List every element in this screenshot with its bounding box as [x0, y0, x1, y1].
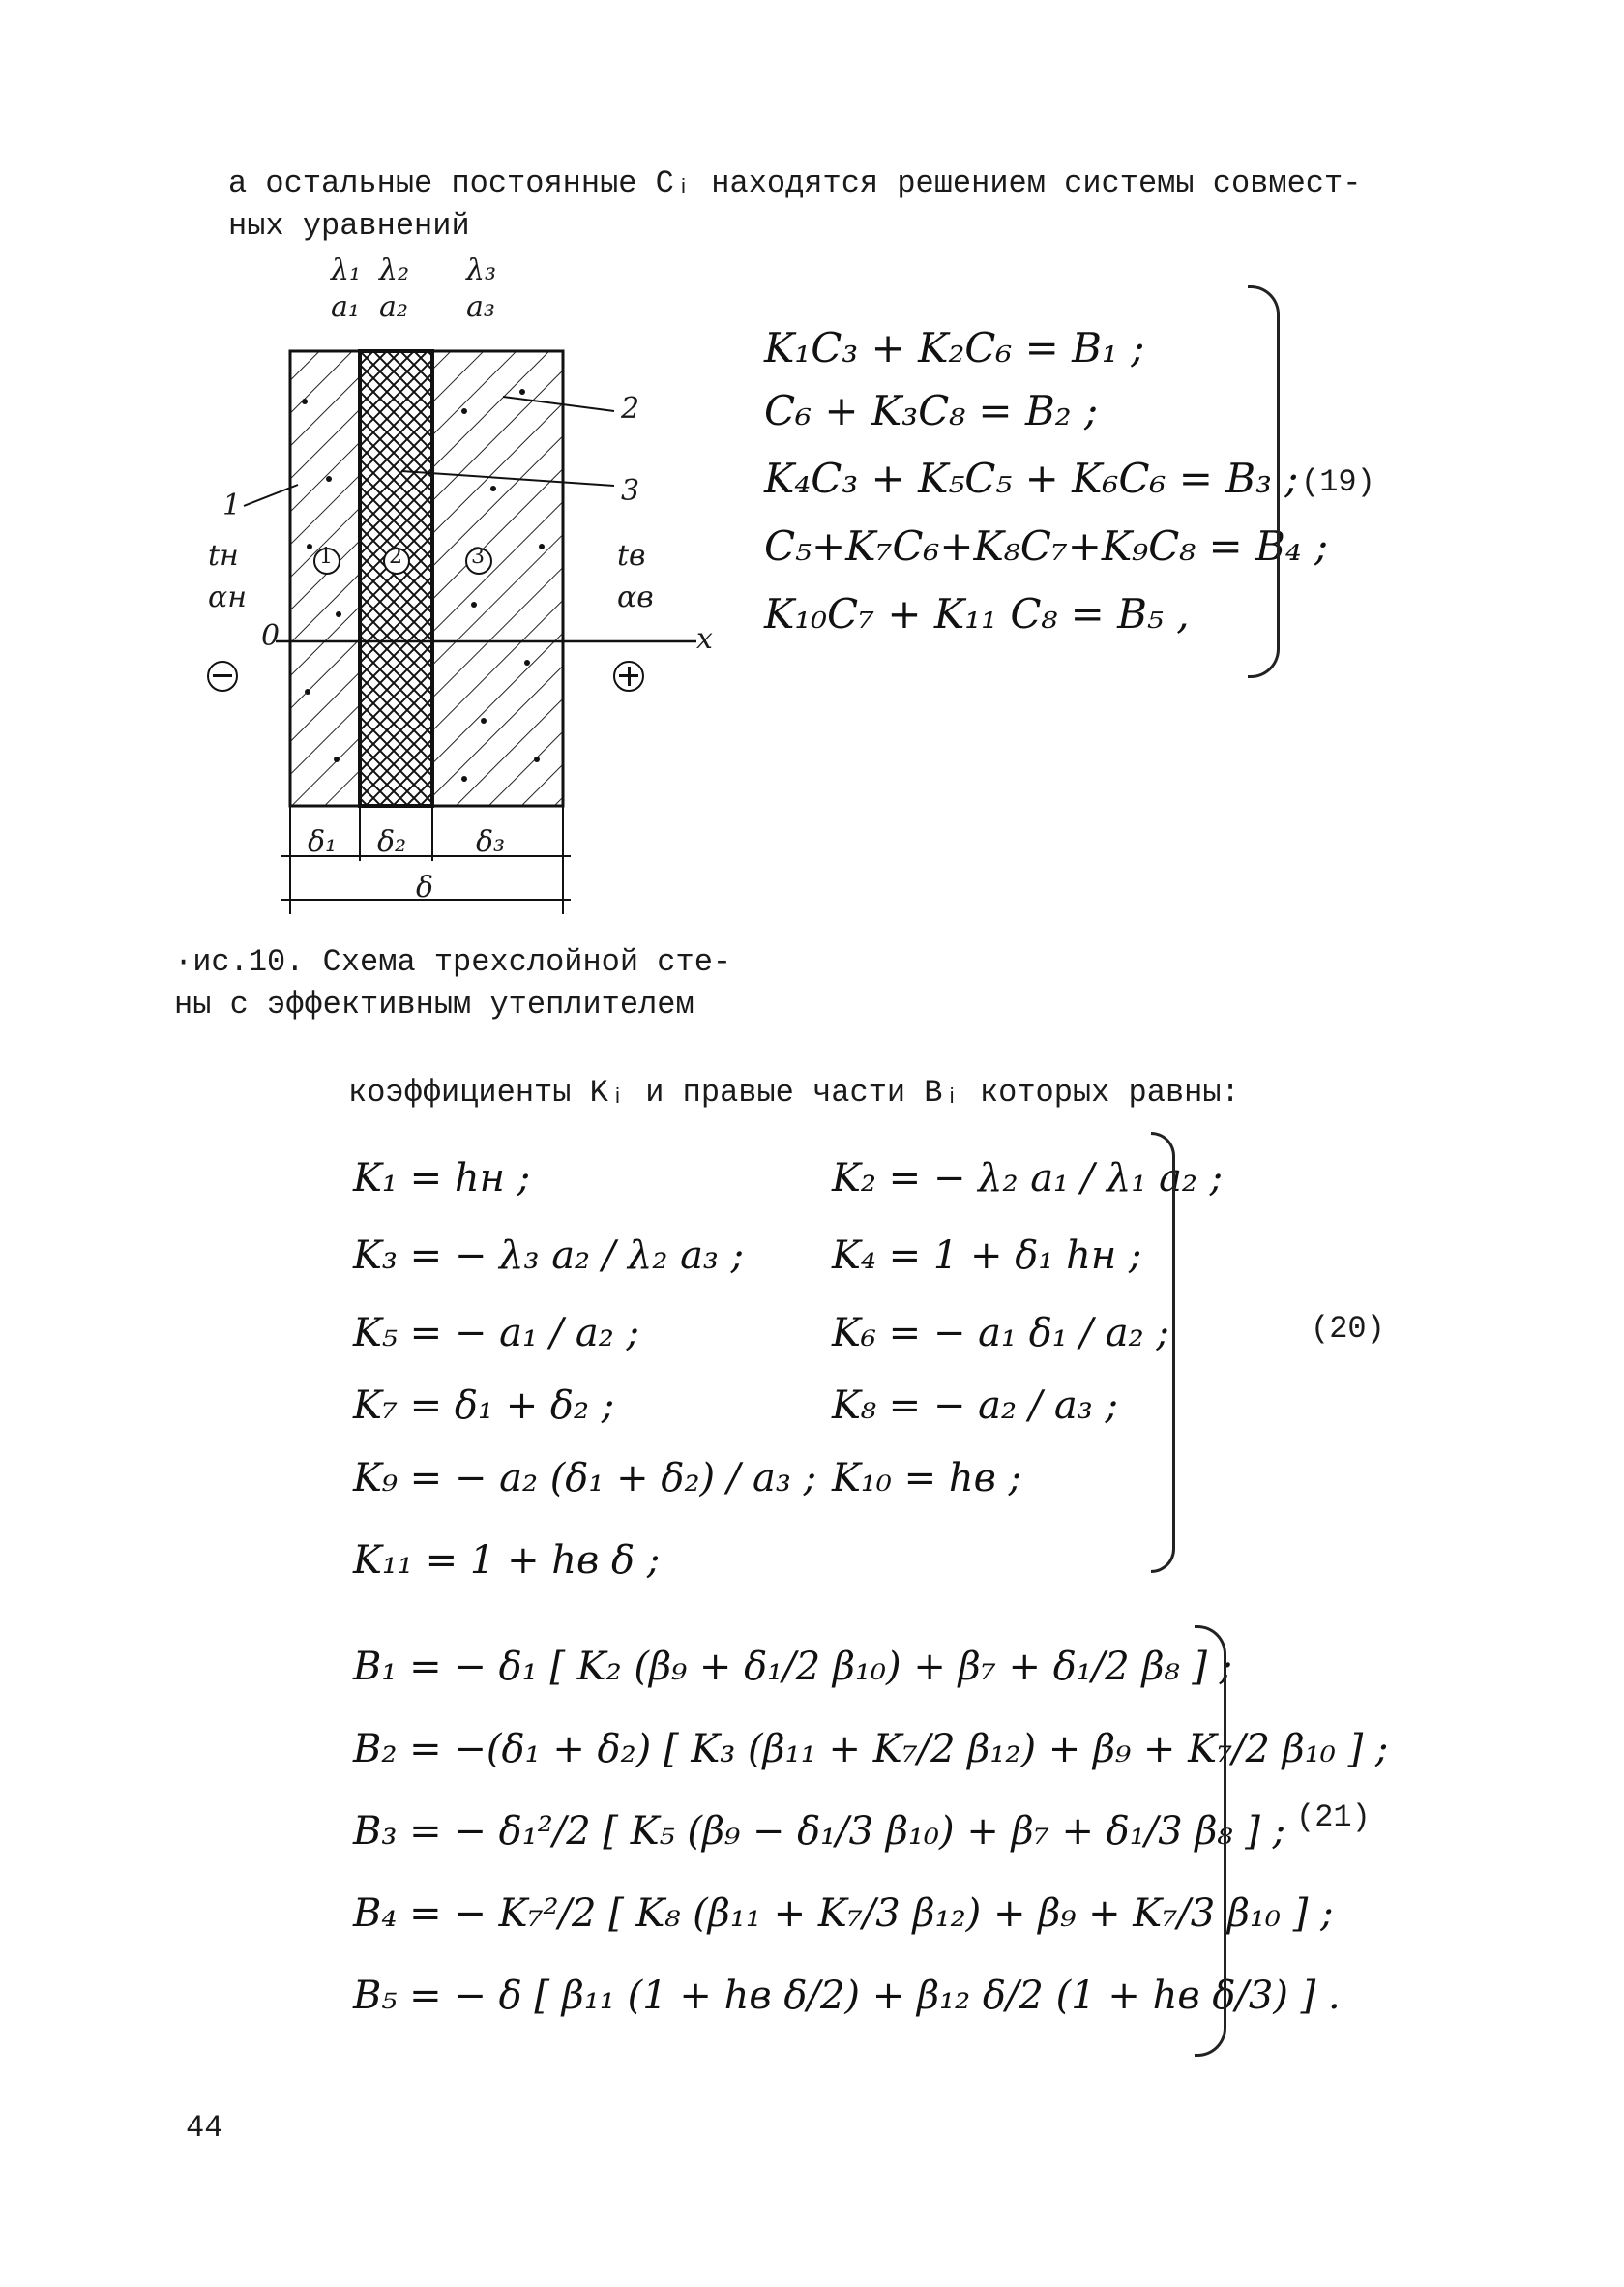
- eq20-k1: K₁ = hн ;: [353, 1156, 531, 1201]
- layer-number-1: 1: [319, 545, 333, 569]
- callout-1: 1: [222, 489, 242, 522]
- dim-delta-3: δ₃: [476, 825, 506, 859]
- eq19-5: K₁₀C₇ + K₁₁ C₈ = B₅ ,: [764, 590, 1190, 638]
- wall-figure: [184, 253, 725, 914]
- eq21-b2: B₂ = −(δ₁ + δ₂) [ K₃ (β₁₁ + K₇/2 β₁₂) + β₉ + K₇/2 β₁₀ ] ;: [353, 1727, 1389, 1771]
- lambda-1: λ₁: [331, 253, 362, 287]
- t-outside: tн: [208, 539, 239, 573]
- eq21-b5: B₅ = − δ [ β₁₁ (1 + hв δ/2) + β₁₂ δ/2 (1 + hв δ/3) ] .: [353, 1974, 1341, 2018]
- brace-21: [1195, 1625, 1226, 2057]
- eq19-2: C₆ + K₃C₈ = B₂ ;: [764, 387, 1099, 434]
- eq20-k3: K₃ = − λ₃ a₂ / λ₂ a₃ ;: [353, 1233, 745, 1278]
- eq-number-20: (20): [1311, 1311, 1385, 1347]
- origin-label: 0: [261, 619, 281, 653]
- dim-delta-total: δ: [416, 871, 434, 905]
- eq19-4: C₅+K₇C₆+K₈C₇+K₉C₈ = B₄ ;: [764, 522, 1329, 570]
- eq20-k9: K₉ = − a₂ (δ₁ + δ₂) / a₃ ;: [353, 1456, 817, 1500]
- eq20-k2: K₂ = − λ₂ a₁ / λ₁ a₂ ;: [832, 1156, 1224, 1201]
- page-number: 44: [186, 2110, 223, 2146]
- eq20-k6: K₆ = − a₁ δ₁ / a₂ ;: [832, 1311, 1169, 1355]
- a-1: a₁: [331, 290, 360, 324]
- eq19-1: K₁C₃ + K₂C₆ = B₁ ;: [764, 324, 1145, 371]
- eq-number-19: (19): [1301, 464, 1375, 500]
- x-axis-label: x: [696, 622, 713, 656]
- brace-20: [1151, 1132, 1175, 1573]
- intro-line-2: ных уравнений: [228, 208, 470, 244]
- eq21-b3: B₃ = − δ₁²/2 [ K₅ (β₉ − δ₁/3 β₁₀) + β₇ + δ₁/3 β₈ ] ;: [353, 1809, 1286, 1854]
- callout-3: 3: [621, 474, 640, 508]
- eq20-k8: K₈ = − a₂ / a₃ ;: [832, 1383, 1118, 1428]
- t-inside: tв: [617, 539, 646, 573]
- figure-caption-line-2: ны с эффективным утеплителем: [174, 987, 694, 1023]
- coefficients-line: коэффициенты Kᵢ и правые части Bᵢ которых равны:: [348, 1075, 1240, 1111]
- eq20-k4: K₄ = 1 + δ₁ hн ;: [832, 1233, 1142, 1278]
- eq20-k5: K₅ = − a₁ / a₂ ;: [353, 1311, 639, 1355]
- layer-1: [290, 351, 360, 806]
- layer-3: [432, 351, 563, 806]
- dim-delta-1: δ₁: [308, 825, 338, 859]
- eq21-b4: B₄ = − K₇²/2 [ K₈ (β₁₁ + K₇/3 β₁₂) + β₉ + K₇/3 β₁₀ ] ;: [353, 1891, 1334, 1936]
- layer-2: [360, 351, 432, 806]
- eq20-k10: K₁₀ = hв ;: [832, 1456, 1022, 1500]
- minus-icon: [213, 674, 232, 677]
- eq19-3: K₄C₃ + K₅C₅ + K₆C₆ = B₃ ;: [764, 455, 1299, 502]
- plus-icon-vertical: [628, 667, 631, 686]
- layer-number-3: 3: [471, 545, 485, 569]
- alpha-inside: αв: [617, 580, 654, 614]
- a-3: a₃: [466, 290, 495, 324]
- eq-number-21: (21): [1296, 1799, 1371, 1835]
- lambda-3: λ₃: [466, 253, 497, 287]
- eq20-k7: K₇ = δ₁ + δ₂ ;: [353, 1383, 615, 1428]
- alpha-outside: αн: [208, 580, 248, 614]
- layer-number-2: 2: [389, 545, 402, 569]
- eq20-k11: K₁₁ = 1 + hв δ ;: [353, 1538, 661, 1583]
- dim-delta-2: δ₂: [377, 825, 407, 859]
- intro-line-1: а остальные постоянные Cᵢ находятся решением системы совмест-: [228, 165, 1362, 201]
- lambda-2: λ₂: [379, 253, 410, 287]
- eq21-b1: B₁ = − δ₁ [ K₂ (β₉ + δ₁/2 β₁₀) + β₇ + δ₁/2 β₈ ] ;: [353, 1645, 1233, 1689]
- callout-2: 2: [621, 392, 640, 426]
- brace-19: [1248, 285, 1280, 678]
- a-2: a₂: [379, 290, 408, 324]
- figure-caption-line-1: ·ис.10. Схема трехслойной сте-: [174, 944, 732, 980]
